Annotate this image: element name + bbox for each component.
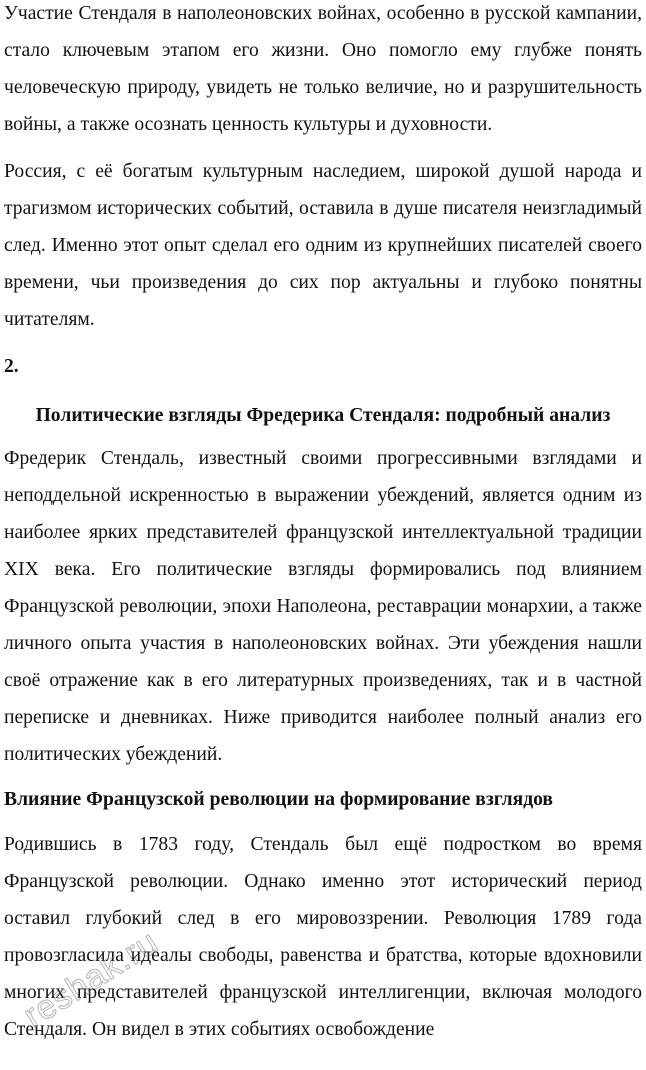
paragraph-political-views: Фредерик Стендаль, известный своими прогрессивными взглядами и неподдельной искренностью в выражении убеждений, является одним из наиболее ярких представителей французской интеллектуальной традиции XIX века. Его политические взгляды формировались под влиянием Французской революции, эпохи Наполеона, реставрации монархии, а также личного опыта участия в наполеоновских войнах. Эти убеждения нашли своё отражение как в его литературных произведениях, так и в частной переписке и дневниках. Ниже приводится наиболее полный анализ его политических убеждений. [4,448,642,765]
paragraph-revolution: Родившись в 1783 году, Стендаль был ещё подростком во время Французской революции. Однако именно этот исторический период оставил глубокий след в его мировоззрении. Революция 1789 года провозгласила идеалы свободы, равенства и братства, которые вдохновили многих представителей французской интеллигенции, включая молодого Стендаля. Он видел в этих событиях освобождение [4,834,642,1040]
section-number: 2. [4,356,19,377]
paragraph-stendhal-war: Участие Стендаля в наполеоновских войнах, особенно в русской кампании, стало ключевым этапом его жизни. Оно помогло ему глубже понять человеческую природу, увидеть не только величие, но и разрушительность войны, а также осознать ценность культуры и духовности. [4,3,642,135]
watermark-text: reshak.ru [17,923,166,1036]
document-page [4,0,642,1048]
subsection-title: Влияние Французской революции на формирование взглядов [4,789,554,810]
section-title: Политические взгляды Фредерика Стендаля: подробный анализ [35,405,611,426]
paragraph-russia: Россия, с её богатым культурным наследием, широкой душой народа и трагизмом исторических событий, оставила в душе писателя неизгладимый след. Именно этот опыт сделал его одним из крупнейших писателей своего времени, чьи произведения до сих пор актуальны и глубоко понятны читателям. [4,161,642,330]
